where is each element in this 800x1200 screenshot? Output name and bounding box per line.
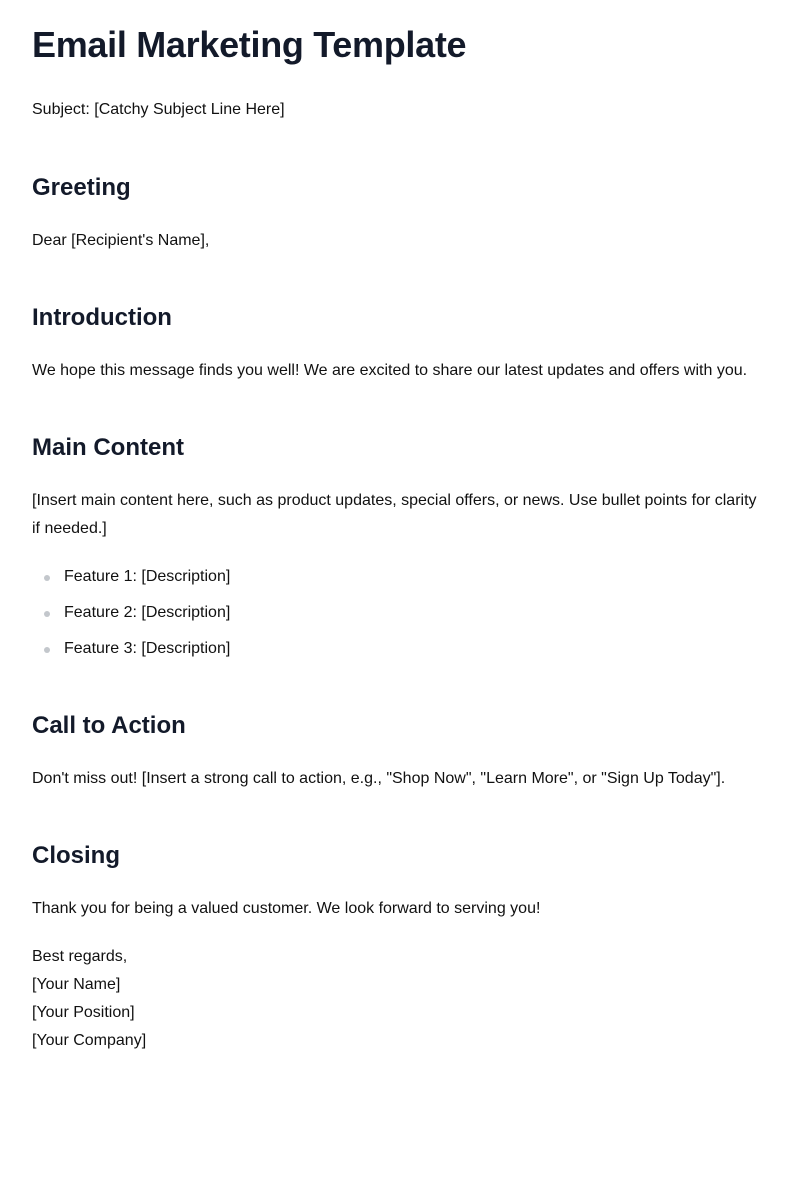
bullet-icon [44,575,50,581]
signoff-position: [Your Position] [32,1004,135,1021]
signoff-name: [Your Name] [32,976,121,993]
signoff-regards: Best regards, [32,948,128,965]
bullet-icon [44,647,50,653]
subject-line: Subject: [Catchy Subject Line Here] [32,101,285,118]
introduction-text: We hope this message finds you well! We are excited to share our latest updates and offers with you. [32,362,748,379]
feature-list [32,563,768,663]
closing-heading: Closing [32,842,120,869]
call-to-action-heading: Call to Action [32,712,186,739]
list-item [32,599,768,627]
feature-text: Feature 1: [Description] [64,568,231,585]
closing-text: Thank you for being a valued customer. We look forward to serving you! [32,900,541,917]
greeting-text: Dear [Recipient's Name], [32,232,210,249]
page-title: Email Marketing Template [32,24,467,65]
introduction-heading: Introduction [32,304,172,331]
signoff-company: [Your Company] [32,1032,147,1049]
list-item [32,563,768,591]
main-content-text: [Insert main content here, such as product updates, special offers, or news. Use bullet points for clarity if needed.] [32,492,757,537]
bullet-icon [44,611,50,617]
feature-text: Feature 3: [Description] [64,640,231,657]
greeting-heading: Greeting [32,174,131,201]
feature-text: Feature 2: [Description] [64,604,231,621]
call-to-action-text: Don't miss out! [Insert a strong call to action, e.g., "Shop Now", "Learn More", or "Sign Up Today"]. [32,770,726,787]
main-content-heading: Main Content [32,434,184,461]
list-item [32,635,768,663]
signature-block [32,943,768,1055]
